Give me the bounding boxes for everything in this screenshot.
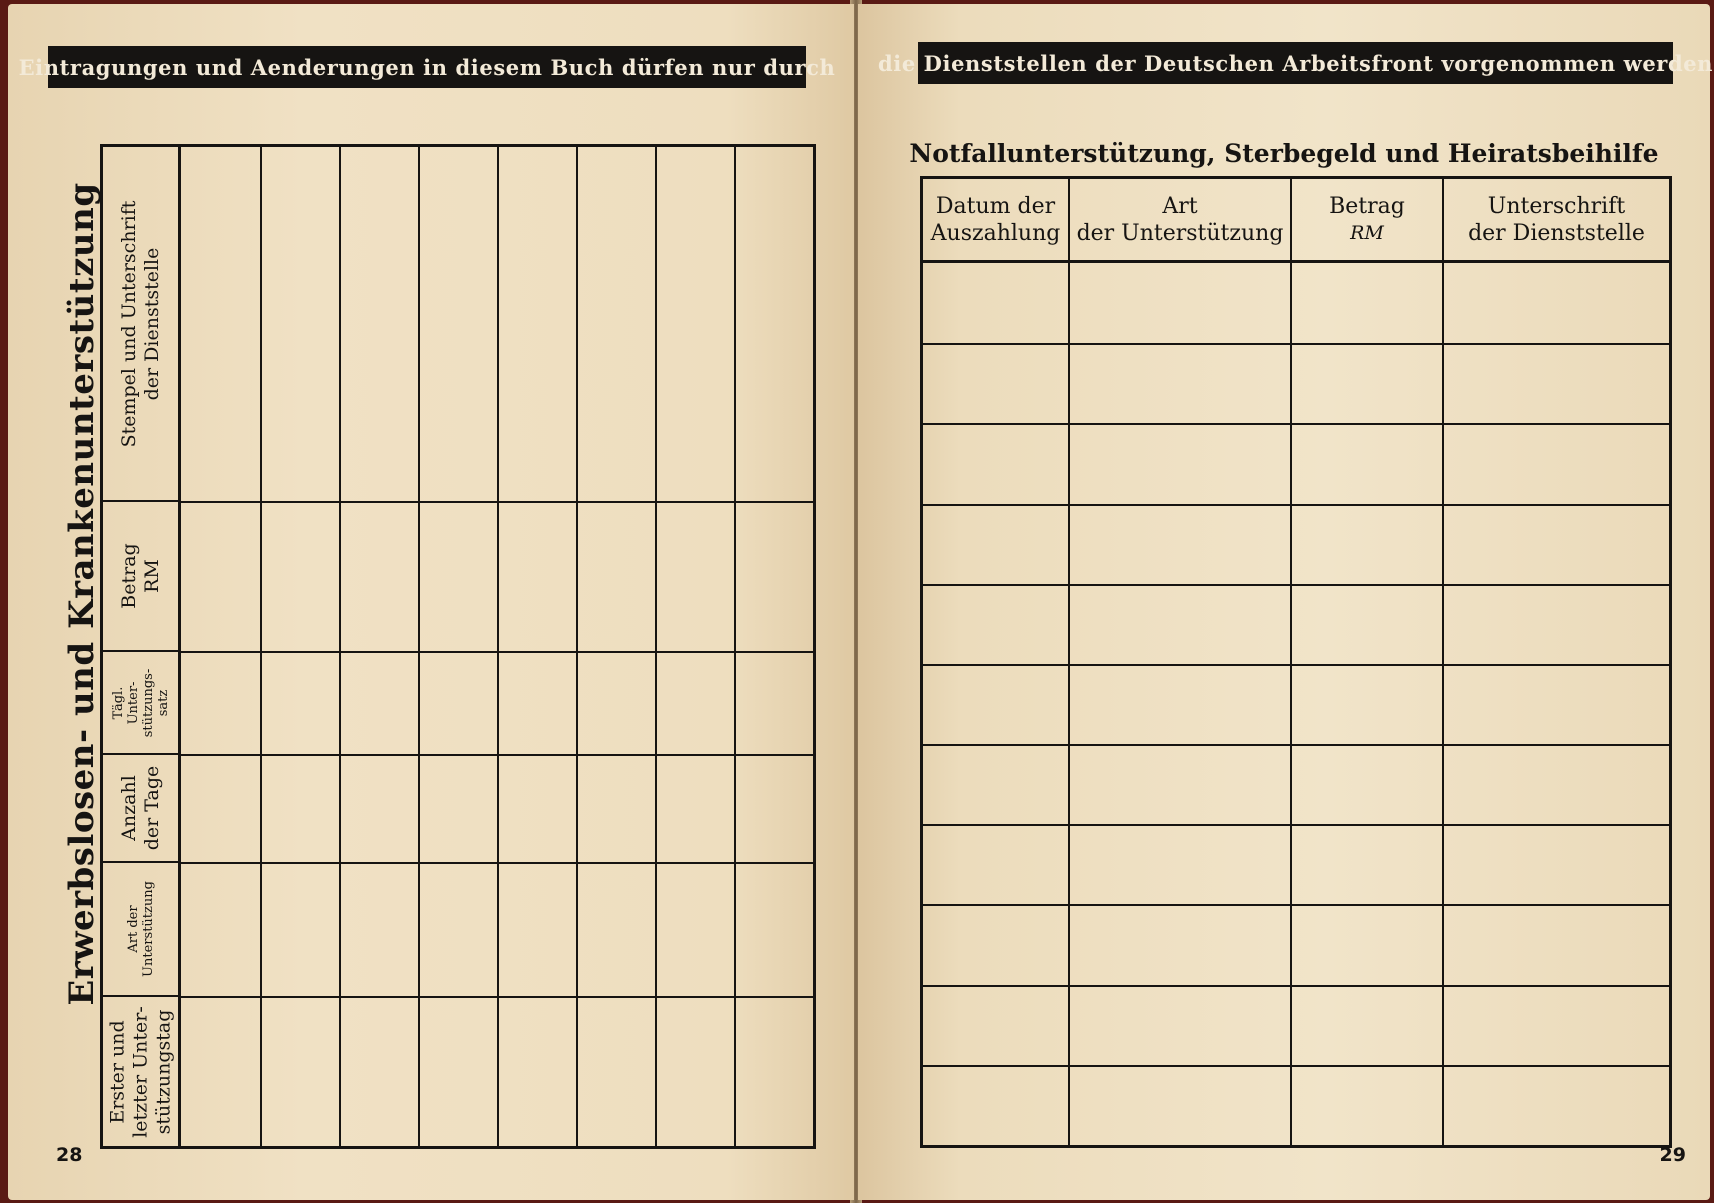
table-row-line [923,423,1669,425]
grid-row-divider [181,651,813,653]
grid-column-divider [1290,263,1292,1145]
right-table-header [923,179,1669,263]
right-page-title: Notfallunterstützung, Sterbegeld und Heiratsbeihilfe [909,139,1659,168]
unemployment-sickness-benefit-table [100,144,816,1149]
table-row-line [923,985,1669,987]
header-amount [1292,179,1444,260]
header-payment-date-label: Datum der Auszahlung [930,193,1061,246]
table-row-line [923,343,1669,345]
page-number-left: 28 [56,1144,83,1166]
left-table-grid [181,147,813,1146]
page-number-right: 29 [1659,1144,1686,1166]
grid-column-divider [1068,263,1070,1145]
header-daily-rate [103,652,178,755]
grid-row-divider [181,754,813,756]
header-support-type [1070,179,1292,260]
header-amount-label: Betrag RM [117,543,163,609]
header-office-signature-label: Unterschrift der Dienststelle [1468,193,1645,246]
header-amount [103,502,178,652]
header-first-last-day-label: Erster und letzter Unter- stützungstag [106,1005,174,1138]
table-row-line [923,1065,1669,1067]
header-first-last-day [103,997,178,1146]
table-row-line [923,584,1669,586]
header-amount-label: Betrag [1329,193,1405,219]
table-row-line [923,504,1669,506]
left-banner: Eintragungen und Aenderungen in diesem Buch dürfen nur durch [48,46,806,88]
table-header-column [103,147,181,1146]
table-row-line [923,744,1669,746]
right-table-body [923,263,1669,1145]
header-payment-date [923,179,1070,260]
header-office-signature [1444,179,1669,260]
grid-row-divider [181,862,813,864]
header-support-type-label: Art der Unterstützung [1076,193,1284,246]
grid-row-divider [181,996,813,998]
header-number-of-days-label: Anzahl der Tage [117,765,163,851]
header-type-of-support-label: Art der Unterstützung [125,881,156,977]
header-type-of-support [103,863,178,997]
grid-row-divider [181,501,813,503]
header-amount-unit: RM [1350,221,1384,244]
table-row-line [923,824,1669,826]
left-page-title: Erwerbslosen- und Krankenunterstützung [62,182,102,1006]
header-stamp-signature [103,147,178,502]
right-banner: die Dienststellen der Deutschen Arbeitsfront vorgenommen werden [918,42,1673,84]
header-stamp-signature-label: Stempel und Unterschrift der Dienststelle [117,200,163,447]
header-daily-rate-label: Tägl. Unter- stützungs- satz [110,668,171,737]
table-row-line [923,664,1669,666]
table-row-line [923,904,1669,906]
left-page [8,4,854,1200]
right-page [858,4,1714,1200]
emergency-benefit-table [920,176,1672,1148]
grid-column-divider [1442,263,1444,1145]
header-number-of-days [103,755,178,863]
